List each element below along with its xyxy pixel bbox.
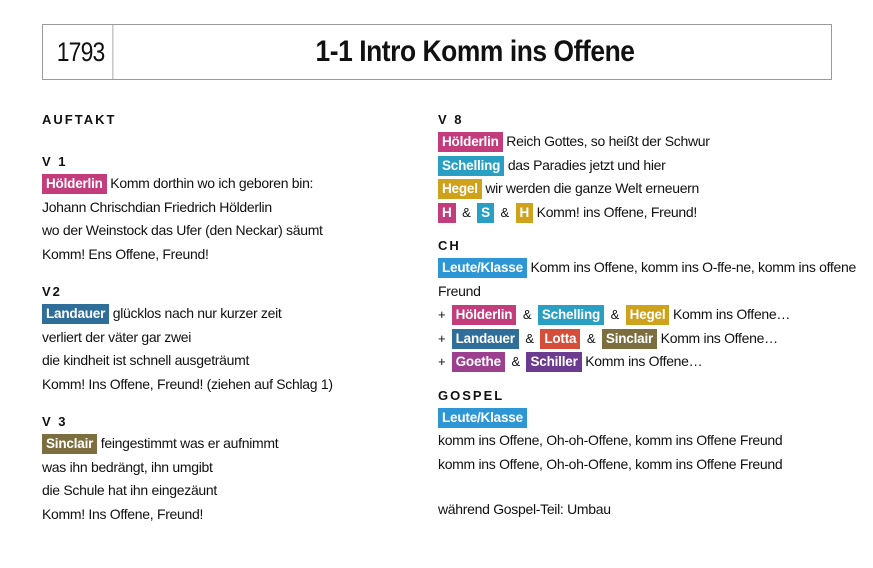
lyric-line: Komm! Ins Offene, Freund! (ziehen auf Schlag 1) xyxy=(42,375,333,392)
lyric-line xyxy=(438,303,868,327)
ampersand: & xyxy=(511,354,520,369)
speaker-tag-goethe: Goethe xyxy=(452,352,505,372)
lyric-line: verliert der väter gar zwei xyxy=(42,328,192,345)
plus-sign: + xyxy=(438,330,446,346)
speaker-tag-hegel: Hegel xyxy=(626,305,670,325)
section-heading-v3: V 3 xyxy=(42,414,68,429)
lyric-line xyxy=(42,302,402,326)
ampersand: & xyxy=(610,307,620,322)
lyric-line: die kindheit ist schnell ausgeträumt xyxy=(42,352,250,368)
speaker-tag-sinclair: Sinclair xyxy=(42,434,97,454)
lyric-line: wo der Weinstock das Ufer (den Neckar) säumt xyxy=(42,222,323,238)
plus-sign: + xyxy=(438,354,446,369)
speaker-tag-leute-klasse: Leute/Klasse xyxy=(438,408,527,428)
lyric-text: Komm! ins Offene, Freund! xyxy=(536,203,697,220)
speaker-tag-hoelderlin: Hölderlin xyxy=(42,174,107,194)
lyric-line xyxy=(438,201,868,225)
song-title: 1-1 Intro Komm ins Offene xyxy=(315,35,635,68)
lyric-line: Johann Chrischdian Friedrich Hölderlin xyxy=(42,198,272,215)
lyric-line xyxy=(42,432,402,456)
lyric-text: feingestimmt was er aufnimmt xyxy=(100,435,279,451)
section-heading-ch: CH xyxy=(438,238,461,253)
lyric-line xyxy=(42,172,402,196)
speaker-tag-h: H xyxy=(438,203,456,223)
lyric-text: wir werden die ganze Welt erneuern xyxy=(485,180,700,196)
speaker-tag-leute-klasse: Leute/Klasse xyxy=(438,258,527,278)
lyric-line xyxy=(438,130,868,154)
ampersand: & xyxy=(586,330,596,346)
section-heading-auftakt: AUFTAKT xyxy=(42,112,117,127)
section-heading-v8: V 8 xyxy=(438,112,464,127)
speaker-tag-schelling: Schelling xyxy=(438,156,504,176)
lyric-line xyxy=(438,406,868,430)
lyric-line xyxy=(438,327,868,351)
song-header xyxy=(42,24,832,80)
ampersand: & xyxy=(500,204,509,220)
lyric-text: Komm ins Offene, komm ins O-ffe-ne, komm ins offene xyxy=(530,259,856,275)
lyric-text: das Paradies jetzt und hier xyxy=(507,156,666,173)
lyric-line: die Schule hat ihn eingezäunt xyxy=(42,482,217,498)
plus-sign: + xyxy=(438,307,446,322)
lyric-text: Komm ins Offene… xyxy=(673,306,791,322)
lyric-line: komm ins Offene, Oh-oh-Offene, komm ins Offene Freund xyxy=(438,455,783,472)
section-heading-gospel: GOSPEL xyxy=(438,387,505,403)
speaker-tag-h2: H xyxy=(516,203,534,223)
song-number: 1793 xyxy=(49,25,114,79)
lyric-line: Komm! Ins Offene, Freund! xyxy=(42,505,204,522)
right-column xyxy=(438,110,868,522)
section-heading-v2: V2 xyxy=(42,284,62,299)
section-heading-v1: V 1 xyxy=(42,154,68,169)
lyric-line xyxy=(438,177,868,201)
speaker-tag-s: S xyxy=(477,203,494,223)
speaker-tag-schiller: Schiller xyxy=(526,352,581,372)
lyric-text: glücklos nach nur kurzer zeit xyxy=(112,305,282,321)
speaker-tag-sinclair: Sinclair xyxy=(602,329,657,349)
speaker-tag-lotta: Lotta xyxy=(540,329,580,349)
left-column xyxy=(42,110,402,526)
lyric-line xyxy=(438,350,868,374)
stage-note: während Gospel-Teil: Umbau xyxy=(438,501,611,517)
ampersand: & xyxy=(525,330,534,346)
lyric-line: Komm! Ens Offene, Freund! xyxy=(42,245,209,262)
speaker-tag-schelling: Schelling xyxy=(538,305,604,325)
speaker-tag-landauer: Landauer xyxy=(42,304,109,324)
ampersand: & xyxy=(462,204,471,220)
lyric-line xyxy=(438,154,868,178)
speaker-tag-hoelderlin: Hölderlin xyxy=(438,132,503,152)
lyric-text: Komm ins Offene… xyxy=(585,353,703,369)
lyric-line: was ihn bedrängt, ihn umgibt xyxy=(42,458,213,475)
speaker-tag-landauer: Landauer xyxy=(452,329,519,349)
ampersand: & xyxy=(522,307,532,322)
lyric-line: Freund xyxy=(438,282,481,299)
lyric-text: Komm dorthin wo ich geboren bin: xyxy=(110,175,314,191)
lyric-line: komm ins Offene, Oh-oh-Offene, komm ins Offene Freund xyxy=(438,432,783,448)
lyric-line xyxy=(438,256,868,280)
speaker-tag-hegel: Hegel xyxy=(438,179,482,199)
lyric-text: Komm ins Offene… xyxy=(660,329,778,346)
lyric-text: Reich Gottes, so heißt der Schwur xyxy=(506,133,710,149)
speaker-tag-hoelderlin: Hölderlin xyxy=(452,305,517,325)
